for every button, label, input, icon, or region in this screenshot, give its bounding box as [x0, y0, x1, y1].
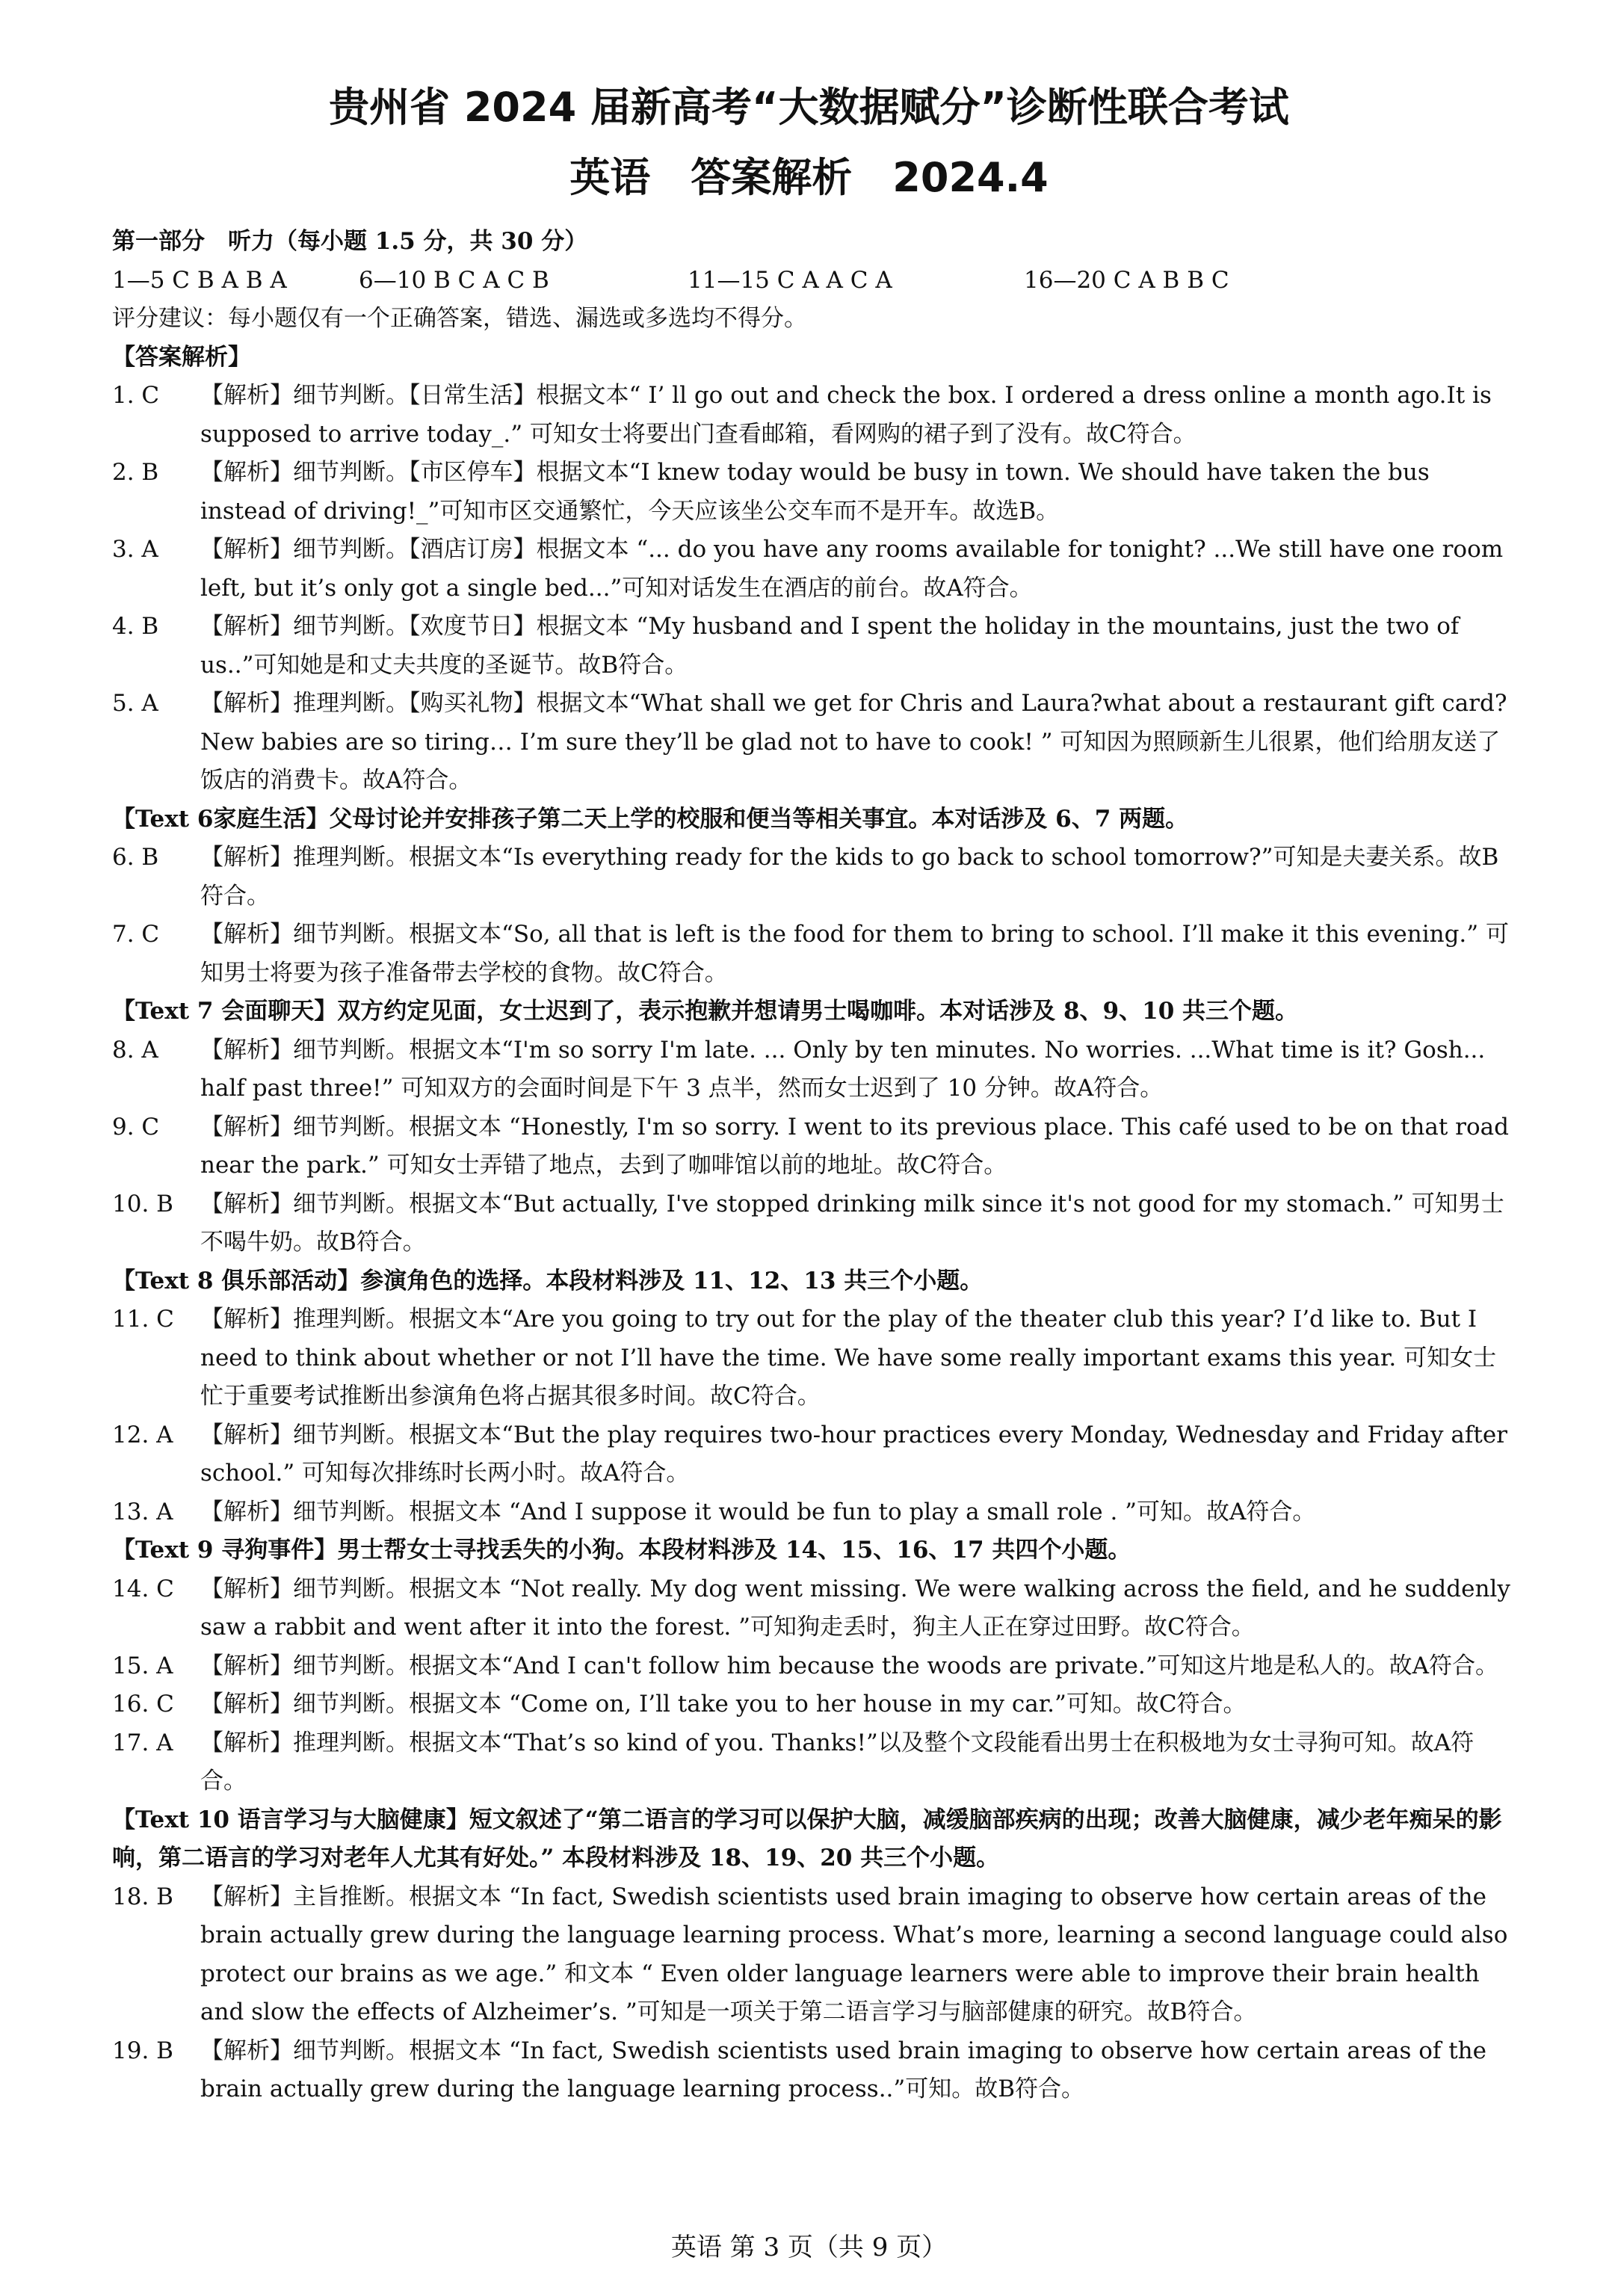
item-explanation: 【解析】细节判断。【欢度节日】根据文本 “My husband and I spent the holiday in the mountains, just the two of us..”可知她是和丈夫共度的圣诞节。故B符合。 — [200, 613, 1460, 679]
answer-key-group: 1—5 C B A B A — [112, 266, 287, 294]
item-explanation: 【解析】细节判断。根据文本“But actually, I've stopped drinking milk since it's not good for my stomach.” 可知男士不喝牛奶。故B符合。 — [200, 1190, 1504, 1256]
text-section-heading: 【Text 8 俱乐部活动】参演角色的选择。本段材料涉及 11、12、13 共三个小题。 — [112, 1267, 984, 1294]
item-explanation: 【解析】细节判断。根据文本 “Honestly, I'm so sorry. I went to its previous place. This café used to be on that road near the park.” 可知女士弄错了地点，去到了咖啡馆以前的地址。故C符合。 — [200, 1113, 1509, 1179]
item-number: 3. A — [112, 536, 158, 563]
item-number: 11. C — [112, 1306, 174, 1333]
item-explanation: 【解析】推理判断。根据文本“That’s so kind of you. Thanks!”以及整个文段能看出男士在积极地为女士寻狗可知。故A符合。 — [200, 1729, 1475, 1794]
answer-item — [112, 839, 1517, 916]
analysis-label: 【答案解析】 — [112, 343, 251, 371]
answer-key-row — [112, 262, 1517, 300]
answer-key-group: 11—15 C A A C A — [688, 266, 892, 294]
content-body — [112, 223, 1517, 2109]
item-number: 16. C — [112, 1691, 174, 1718]
answer-item — [112, 2032, 1517, 2109]
item-explanation: 【解析】细节判断。【市区停车】根据文本“I knew today would be busy in town. We should have taken the bus instead of driving!_”可知市区交通繁忙，今天应该坐公交车而不是开车。故选B。 — [200, 459, 1430, 525]
exam-subtitle: 英语 答案解析 2024.4 — [569, 154, 1049, 201]
analysis-list — [112, 377, 1517, 2109]
item-explanation: 【解析】细节判断。根据文本 “And I suppose it would be fun to play a small role . ”可知。故A符合。 — [200, 1498, 1316, 1525]
answer-item — [112, 377, 1517, 454]
item-explanation: 【解析】推理判断。根据文本“Are you going to try out for the play of the theater club this year? I’d like to. But I need to think about whether or not I’ll have the time. We have some really important exams this year. 可知女士忙于重要考试推断出参演角色将占据其很多时间。故C符合。 — [200, 1306, 1497, 1410]
item-explanation: 【解析】细节判断。根据文本 “Come on, I’ll take you to her house in my car.”可知。故C符合。 — [200, 1691, 1247, 1718]
item-explanation: 【解析】细节判断。根据文本“And I can't follow him because the woods are private.”可知这片地是私人的。故A符合。 — [200, 1652, 1498, 1679]
item-number: 18. B — [112, 1883, 173, 1910]
item-number: 13. A — [112, 1498, 173, 1525]
item-explanation: 【解析】细节判断。【酒店订房】根据文本 “... do you have any rooms available for tonight? ...We still have one room left, but it’s only got a single bed...”可知对话发生在酒店的前台。故A符合。 — [200, 536, 1504, 602]
item-explanation: 【解析】细节判断。根据文本“I'm so sorry I'm late. ... Only by ten minutes. No worries. ...What time is it? Gosh... half past three!” 可知双方的会面时间是下午 3 点半，然而女士迟到了 10 分钟。故A符合。 — [200, 1036, 1486, 1102]
item-number: 19. B — [112, 2037, 173, 2064]
item-explanation: 【解析】主旨推断。根据文本 “In fact, Swedish scientists used brain imaging to observe how certain areas of the brain actually grew during the language learning process. What’s more, learning a second language could also protect our brains as we age.” 和文本 “ Even older language learners were able to improve their brain health and slow the effects of Alzheimer’s. ”可知是一项关于第二语言学习与脑部健康的研究。故B符合。 — [200, 1883, 1508, 2025]
scoring-note: 评分建议：每小题仅有一个正确答案，错选、漏选或多选均不得分。 — [112, 305, 807, 332]
item-number: 7. C — [112, 921, 160, 948]
answer-item — [112, 1570, 1517, 1647]
answer-item — [112, 1416, 1517, 1493]
text-section-heading: 【Text 6家庭生活】父母讨论并安排孩子第二天上学的校服和便当等相关事宜。本对话涉及 6、7 两题。 — [112, 805, 1189, 833]
answer-item — [112, 1724, 1517, 1801]
item-number: 1. C — [112, 382, 160, 409]
answer-item — [112, 1300, 1517, 1416]
item-number: 6. B — [112, 844, 159, 871]
answer-item — [112, 916, 1517, 993]
exam-title: 贵州省 2024 届新高考“大数据赋分”诊断性联合考试 — [329, 84, 1289, 131]
answer-item — [112, 685, 1517, 800]
item-explanation: 【解析】推理判断。根据文本“Is everything ready for the kids to go back to school tomorrow?”可知是夫妻关系。故B符合。 — [200, 844, 1499, 910]
answer-key-group: 6—10 B C A C B — [359, 266, 549, 294]
item-number: 8. A — [112, 1036, 158, 1064]
answer-item — [112, 1108, 1517, 1185]
item-number: 2. B — [112, 459, 159, 486]
item-explanation: 【解析】细节判断。【日常生活】根据文本“ I’ ll go out and check the box. I ordered a dress online a month ago.It is supposed to arrive today_.” 可知女士将要出门查看邮箱，看网购的裙子到了没有。故C符合。 — [200, 382, 1492, 448]
item-explanation: 【解析】细节判断。根据文本“So, all that is left is the food for them to bring to school. I’ll make it this evening.” 可知男士将要为孩子准备带去学校的食物。故C符合。 — [200, 921, 1509, 987]
answer-item — [112, 608, 1517, 685]
item-number: 9. C — [112, 1113, 160, 1141]
item-number: 15. A — [112, 1652, 173, 1679]
item-number: 5. A — [112, 690, 158, 717]
text-section-heading: 【Text 9 寻狗事件】男士帮女士寻找丢失的小狗。本段材料涉及 14、15、16、17 共四个小题。 — [112, 1537, 1131, 1564]
answer-item — [112, 1493, 1517, 1532]
answer-item — [112, 1685, 1517, 1724]
item-number: 10. B — [112, 1190, 173, 1218]
text-section-heading: 【Text 7 会面聊天】双方约定见面，女士迟到了，表示抱歉并想请男士喝咖啡。本对话涉及 8、9、10 共三个题。 — [112, 998, 1299, 1025]
answer-item — [112, 1185, 1517, 1262]
answer-item — [112, 531, 1517, 608]
text-section-heading: 【Text 10 语言学习与大脑健康】短文叙述了“第二语言的学习可以保护大脑，减缓脑部疾病的出现；改善大脑健康，减少老年痴呆的影响，第二语言的学习对老年人尤其有好处。” 本段材料涉及 18、19、20 共三个小题。 — [112, 1806, 1502, 1871]
answer-item — [112, 1878, 1517, 2032]
page-footer: 英语 第 3 页（共 9 页） — [670, 2232, 948, 2262]
item-number: 14. C — [112, 1575, 174, 1602]
item-explanation: 【解析】细节判断。根据文本“But the play requires two-hour practices every Monday, Wednesday and Friday after school.” 可知每次排练时长两小时。故A符合。 — [200, 1421, 1507, 1487]
item-number: 17. A — [112, 1729, 173, 1756]
item-explanation: 【解析】推理判断。【购买礼物】根据文本“What shall we get for Chris and Laura?what about a restaurant gift card? New babies are so tiring… I’m sure they’ll be glad not to have to cook! ” 可知因为照顾新生儿很累，他们给朋友送了饭店的消费卡。故A符合。 — [200, 690, 1507, 794]
part-heading: 第一部分 听力（每小题 1.5 分，共 30 分） — [112, 228, 588, 255]
item-number: 4. B — [112, 613, 159, 640]
item-explanation: 【解析】细节判断。根据文本 “Not really. My dog went missing. We were walking across the field, and he suddenly saw a rabbit and went after it into the forest. ”可知狗走丢时，狗主人正在穿过田野。故C符合。 — [200, 1575, 1510, 1641]
answer-key-group: 16—20 C A B B C — [1024, 266, 1229, 294]
item-explanation: 【解析】细节判断。根据文本 “In fact, Swedish scientists used brain imaging to observe how certain areas of the brain actually grew during the language learning process..”可知。故B符合。 — [200, 2037, 1486, 2102]
answer-item — [112, 1031, 1517, 1108]
item-number: 12. A — [112, 1421, 173, 1448]
answer-item — [112, 1647, 1517, 1686]
answer-item — [112, 454, 1517, 531]
